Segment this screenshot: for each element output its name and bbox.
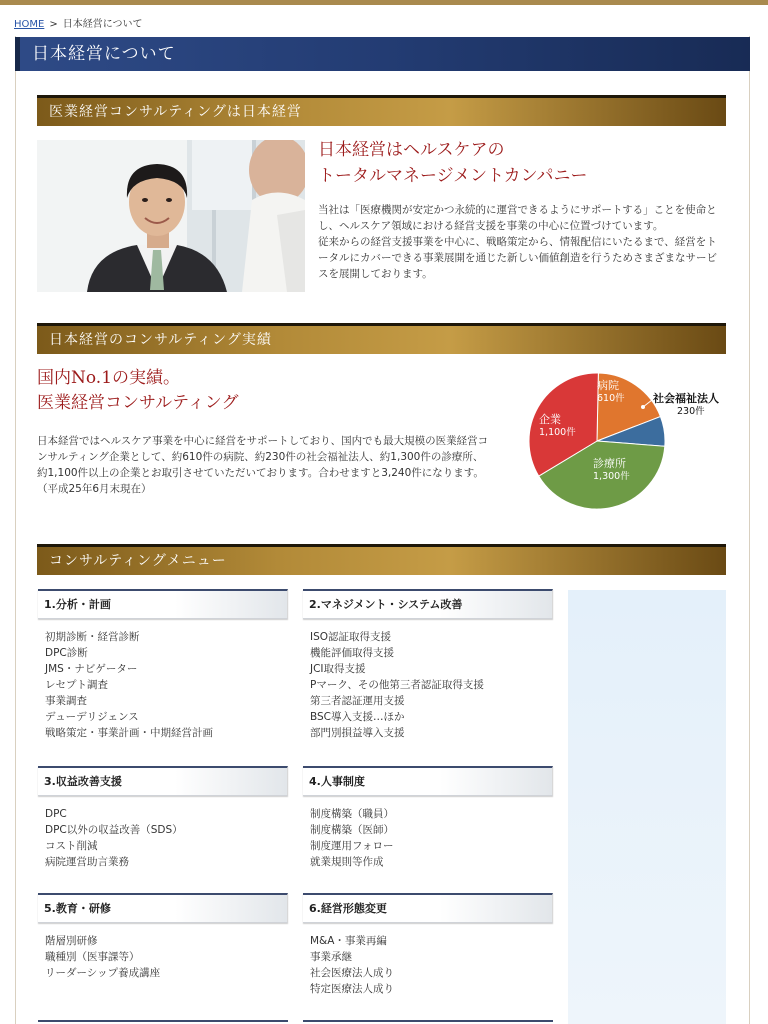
photo-illustration <box>37 140 305 292</box>
pie-label-0: 病院 <box>597 379 619 392</box>
menu-list <box>38 629 288 741</box>
menu-box-header <box>38 893 288 923</box>
menu-box-top-rule <box>303 1020 553 1022</box>
pie-label-2: 診療所 <box>593 457 626 470</box>
menu-box-hr <box>303 766 553 870</box>
menu-box-header <box>303 893 553 923</box>
list-item: DPC <box>45 808 67 820</box>
list-item: 社会医療法人成り <box>310 967 394 979</box>
page-title-bar <box>15 37 750 71</box>
intro-text <box>318 202 722 282</box>
list-item: 病院運営助言業務 <box>45 856 129 868</box>
breadcrumb-current: 日本経営について <box>62 19 143 30</box>
list-item: DPC以外の収益改善（SDS） <box>45 824 183 836</box>
list-item: 部門別損益導入支援 <box>310 727 405 739</box>
pie-label-1: 社会福祉法人 <box>653 392 719 405</box>
list-item: 事業調査 <box>45 695 87 707</box>
intro-headline-line2: トータルマネージメントカンパニー <box>318 166 588 186</box>
intro-headline <box>318 137 587 189</box>
menu-box-top-rule <box>38 1020 288 1022</box>
intro-paragraph-2: 従来からの経営支援事業を中心に、戦略策定から、情報配信にいたるまで、経営をトータルにカバーできる事業展開を通じた新しい価値創造を行うためさまざまなサービスを展開しております。 <box>318 236 717 280</box>
top-rule <box>0 0 768 5</box>
menu-box-header <box>303 589 553 619</box>
breadcrumb <box>14 15 143 30</box>
section-heading-intro: 医業経営コンサルティングは日本経営 <box>49 104 302 120</box>
pie-value-label-1: 230件 <box>677 406 705 417</box>
list-item: M&A・事業再編 <box>310 935 387 947</box>
menu-box-analysis <box>38 589 288 741</box>
list-item: 初期診断・経営診断 <box>45 631 140 643</box>
list-item: リーダーシップ養成講座 <box>45 967 161 979</box>
pie-value-label-0: 610件 <box>597 393 625 404</box>
pie-value-label-2: 1,300件 <box>593 471 630 482</box>
achievements-headline-line1: 国内No.1の実績。 <box>37 368 181 388</box>
menu-list <box>303 806 553 870</box>
menu-list <box>303 933 553 997</box>
breadcrumb-separator: > <box>49 19 58 30</box>
list-item: Pマーク、その他第三者認証取得支援 <box>310 679 484 691</box>
section-bar-menu <box>37 544 726 575</box>
menu-box-management <box>303 589 553 741</box>
pie-svg <box>505 365 730 515</box>
achievements-headline <box>37 366 238 416</box>
list-item: デューデリジェンス <box>45 711 139 723</box>
list-item: 制度構築（職員） <box>310 808 394 820</box>
list-item: 就業規則等作成 <box>310 856 384 868</box>
list-item: ISO認証取得支援 <box>310 631 392 643</box>
menu-list <box>38 933 288 981</box>
list-item: DPC診断 <box>45 647 88 659</box>
menu-box-header <box>38 589 288 619</box>
list-item: 第三者認証運用支援 <box>310 695 405 707</box>
intro-headline-line1: 日本経営はヘルスケアの <box>318 140 505 160</box>
list-item: JCI取得支援 <box>310 663 366 675</box>
intro-paragraph-1: 当社は「医療機関が安定かつ永続的に運営できるようにサポートする」ことを使命とし、ヘルスケア領域における経営支援を事業の中心に位置づけています。 <box>318 204 717 232</box>
menu-box-revenue <box>38 766 288 870</box>
menu-list <box>303 629 553 741</box>
list-item: 機能評価取得支援 <box>310 647 394 659</box>
list-item: コスト削減 <box>45 840 98 852</box>
menu-box-title: 5.教育・研修 <box>44 902 111 915</box>
list-item: 特定医療法人成り <box>310 983 394 995</box>
list-item: 制度運用フォロー <box>310 840 394 852</box>
list-item: 事業承継 <box>310 951 352 963</box>
list-item: 戦略策定・事業計画・中期経営計画 <box>45 727 213 739</box>
menu-box-header <box>38 766 288 796</box>
menu-box-training <box>38 893 288 981</box>
menu-list <box>38 806 288 870</box>
section-heading-menu: コンサルティングメニュー <box>49 553 227 569</box>
menu-box-title: 3.収益改善支援 <box>44 775 122 788</box>
achievements-headline-line2: 医業経営コンサルティング <box>37 393 239 413</box>
menu-box-title: 4.人事制度 <box>309 775 365 788</box>
pie-value-label-3: 1,100件 <box>539 427 576 438</box>
menu-box-structure <box>303 893 553 997</box>
list-item: 職種別（医事課等） <box>45 951 140 963</box>
menu-box-title: 1.分析・計画 <box>44 598 111 611</box>
breadcrumb-home-link[interactable]: HOME <box>14 19 45 30</box>
list-item: 制度構築（医師） <box>310 824 394 836</box>
menu-box-title: 2.マネジメント・システム改善 <box>309 598 463 611</box>
section-bar-achievements <box>37 323 726 354</box>
menu-box-header <box>303 766 553 796</box>
list-item: 階層別研修 <box>45 935 98 947</box>
list-item: レセプト調査 <box>45 679 108 691</box>
page-title: 日本経営について <box>32 44 176 64</box>
clients-pie-chart <box>505 365 730 515</box>
achievements-text: 日本経営ではヘルスケア事業を中心に経営をサポートしており、国内でも最大規模の医業経営コンサルティング企業として、約610件の病院、約230件の社会福祉法人、約1,300件の診療所、約1,100件以上の企業とお取引させていただいております。合わせますと3,240件になります。（平成25年6月末現在） <box>37 435 489 495</box>
section-bar-intro <box>37 95 726 126</box>
businessman-photo <box>37 140 305 292</box>
menu-box-title: 6.経営形態変更 <box>309 902 387 915</box>
side-panel <box>568 590 726 1024</box>
list-item: BSC導入支援…ほか <box>310 711 405 723</box>
pie-label-3: 企業 <box>539 413 561 426</box>
list-item: JMS・ナビゲーター <box>45 663 138 675</box>
section-heading-achievements: 日本経営のコンサルティング実績 <box>49 332 272 348</box>
